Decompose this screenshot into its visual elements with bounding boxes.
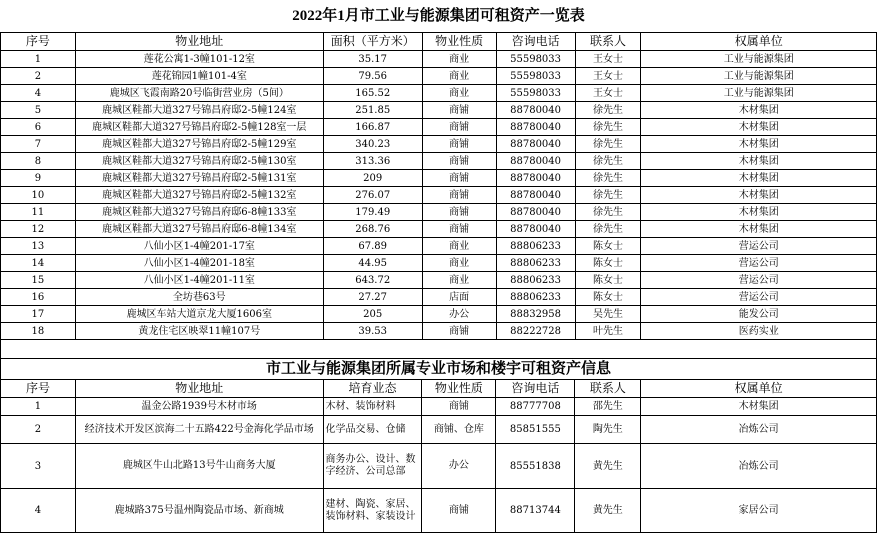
table-cell: 13 (1, 238, 76, 255)
table-cell: 88806233 (496, 238, 575, 255)
table-row (1, 153, 877, 170)
table-cell: 鹿城区牛山北路13号牛山商务大厦 (75, 444, 323, 489)
header-cell: 序号 (1, 33, 76, 51)
table-cell: 商业 (422, 255, 496, 272)
table-cell: 205 (323, 306, 422, 323)
table-cell: 88777708 (496, 398, 575, 416)
table-row (1, 51, 877, 68)
table-cell: 商业 (422, 51, 496, 68)
table-cell: 88222728 (496, 323, 575, 340)
table-cell: 店面 (422, 289, 496, 306)
table-cell: 徐先生 (575, 204, 641, 221)
table-cell: 88780040 (496, 153, 575, 170)
table-cell: 67.89 (323, 238, 422, 255)
table-header-row (1, 380, 877, 398)
table-cell: 166.87 (323, 119, 422, 136)
table-cell: 冶炼公司 (641, 416, 877, 444)
table-cell: 陶先生 (575, 416, 641, 444)
table-cell: 14 (1, 255, 76, 272)
table-cell: 办公 (422, 306, 496, 323)
table-cell: 工业与能源集团 (641, 51, 877, 68)
table-cell: 王女士 (575, 51, 641, 68)
table-cell: 黄先生 (575, 444, 641, 489)
table-cell: 165.52 (323, 85, 422, 102)
table-cell: 鹿城区鞋都大道327号锦昌府邸6-8幢134室 (75, 221, 323, 238)
table-cell: 鹿城区鞋都大道327号锦昌府邸2-5幢129室 (75, 136, 323, 153)
table-cell: 商铺、仓库 (422, 416, 496, 444)
table-cell: 能发公司 (641, 306, 877, 323)
table-cell: 4 (1, 85, 76, 102)
market-assets-body (1, 359, 877, 533)
header-cell: 面积（平方米） (323, 33, 422, 51)
table-cell: 建材、陶瓷、家居、装饰材料、家装设计 (323, 489, 422, 533)
table-cell: 叶先生 (575, 323, 641, 340)
table-cell: 5 (1, 102, 76, 119)
table-cell: 陈女士 (575, 289, 641, 306)
table-cell: 木材集团 (641, 170, 877, 187)
table-cell: 209 (323, 170, 422, 187)
table-cell: 木材集团 (641, 221, 877, 238)
table-cell: 55598033 (496, 68, 575, 85)
table-cell: 商铺 (422, 136, 496, 153)
market-assets-table (0, 358, 877, 533)
table-header-row (1, 33, 877, 51)
table-cell: 鹿城区鞋都大道327号锦昌府邸2-5幢128室一层 (75, 119, 323, 136)
table-cell: 吴先生 (575, 306, 641, 323)
table-cell: 冶炼公司 (641, 444, 877, 489)
table-cell: 鹿城区鞋都大道327号锦昌府邸2-5幢132室 (75, 187, 323, 204)
table-row (1, 289, 877, 306)
table-cell: 商铺 (422, 204, 496, 221)
table-cell: 陈女士 (575, 272, 641, 289)
table-cell: 鹿城区鞋都大道327号锦昌府邸2-5幢130室 (75, 153, 323, 170)
table-cell: 88780040 (496, 204, 575, 221)
table-cell: 88780040 (496, 170, 575, 187)
table-cell: 2 (1, 68, 76, 85)
table-cell: 鹿城路375号温州陶瓷品市场、新商城 (75, 489, 323, 533)
table-cell: 商业 (422, 68, 496, 85)
header-cell: 物业性质 (422, 380, 496, 398)
table-cell: 商业 (422, 238, 496, 255)
table-cell: 44.95 (323, 255, 422, 272)
table-cell: 八仙小区1-4幢201-11室 (75, 272, 323, 289)
header-cell: 权属单位 (641, 380, 877, 398)
table-cell: 85851555 (496, 416, 575, 444)
table-cell: 营运公司 (641, 272, 877, 289)
table-cell: 55598033 (496, 85, 575, 102)
table-cell: 木材集团 (641, 398, 877, 416)
table-cell: 徐先生 (575, 170, 641, 187)
header-cell: 物业性质 (422, 33, 496, 51)
table-cell: 黄龙住宅区映翠11幢107号 (75, 323, 323, 340)
table-cell: 88832958 (496, 306, 575, 323)
table-row (1, 102, 877, 119)
table-cell: 营运公司 (641, 289, 877, 306)
table-cell: 办公 (422, 444, 496, 489)
table-row (1, 323, 877, 340)
table-row (1, 238, 877, 255)
table-cell: 79.56 (323, 68, 422, 85)
table-cell: 1 (1, 398, 76, 416)
header-cell: 咨询电话 (496, 380, 575, 398)
table-cell: 2 (1, 416, 76, 444)
table-cell: 商铺 (422, 153, 496, 170)
table-cell: 179.49 (323, 204, 422, 221)
table-row (1, 85, 877, 102)
table-cell: 商铺 (422, 489, 496, 533)
table-row (1, 221, 877, 238)
table-cell: 营运公司 (641, 255, 877, 272)
header-cell: 序号 (1, 380, 76, 398)
table-cell: 88780040 (496, 221, 575, 238)
table-cell: 15 (1, 272, 76, 289)
table-cell: 商业 (422, 85, 496, 102)
table-cell: 鹿城区飞霞南路20号临街营业房（5间） (75, 85, 323, 102)
table-cell: 1 (1, 51, 76, 68)
table-cell: 徐先生 (575, 136, 641, 153)
table-cell: 313.36 (323, 153, 422, 170)
header-cell: 物业地址 (75, 380, 323, 398)
table-cell: 12 (1, 221, 76, 238)
table-cell: 6 (1, 119, 76, 136)
table-title: 2022年1月市工业与能源集团可租资产一览表 (1, 0, 877, 33)
table-cell: 木材集团 (641, 187, 877, 204)
table-cell: 商铺 (422, 170, 496, 187)
table-cell: 八仙小区1-4幢201-17室 (75, 238, 323, 255)
table-cell: 4 (1, 489, 76, 533)
table-cell: 木材、装饰材料 (323, 398, 422, 416)
table-cell: 莲花公寓1-3幢101-12室 (75, 51, 323, 68)
table-cell: 王女士 (575, 85, 641, 102)
table-cell: 徐先生 (575, 153, 641, 170)
table-row (1, 398, 877, 416)
table-cell: 88806233 (496, 255, 575, 272)
table-cell: 商铺 (422, 119, 496, 136)
table-cell: 88780040 (496, 187, 575, 204)
table-cell: 莲花锦园1幢101-4室 (75, 68, 323, 85)
table-cell: 徐先生 (575, 119, 641, 136)
table-cell: 木材集团 (641, 136, 877, 153)
table-cell: 11 (1, 204, 76, 221)
table-cell: 徐先生 (575, 221, 641, 238)
table-cell: 7 (1, 136, 76, 153)
table-row (1, 306, 877, 323)
table-cell: 88713744 (496, 489, 575, 533)
table-row (1, 170, 877, 187)
table-cell: 8 (1, 153, 76, 170)
table-cell: 88780040 (496, 119, 575, 136)
table-cell: 88806233 (496, 272, 575, 289)
table-cell: 39.53 (323, 323, 422, 340)
table-cell: 木材集团 (641, 102, 877, 119)
table-cell: 88780040 (496, 136, 575, 153)
table-cell: 268.76 (323, 221, 422, 238)
table-cell: 王女士 (575, 68, 641, 85)
table-row (1, 444, 877, 489)
table-cell: 鹿城区鞋都大道327号锦昌府邸6-8幢133室 (75, 204, 323, 221)
header-cell: 联系人 (575, 380, 641, 398)
table-cell: 黄先生 (575, 489, 641, 533)
table-cell: 温金公路1939号木材市场 (75, 398, 323, 416)
table-cell: 木材集团 (641, 119, 877, 136)
table-cell: 商务办公、设计、数字经济、公司总部 (323, 444, 422, 489)
table-cell: 陈女士 (575, 255, 641, 272)
table-cell: 商业 (422, 272, 496, 289)
table-cell: 10 (1, 187, 76, 204)
table-row (1, 416, 877, 444)
table-cell: 鹿城区鞋都大道327号锦昌府邸2-5幢131室 (75, 170, 323, 187)
table-cell: 徐先生 (575, 187, 641, 204)
table-row (1, 204, 877, 221)
table-cell: 化学品交易、仓储 (323, 416, 422, 444)
header-cell: 联系人 (575, 33, 641, 51)
header-cell: 物业地址 (75, 33, 323, 51)
table-cell: 工业与能源集团 (641, 85, 877, 102)
table-cell: 55598033 (496, 51, 575, 68)
table-cell: 9 (1, 170, 76, 187)
section-title: 市工业与能源集团所属专业市场和楼宇可租资产信息 (1, 359, 877, 380)
header-cell: 培育业态 (323, 380, 422, 398)
table-cell: 88806233 (496, 289, 575, 306)
table-cell: 商铺 (422, 187, 496, 204)
table-cell: 16 (1, 289, 76, 306)
table-cell: 251.85 (323, 102, 422, 119)
table-cell: 木材集团 (641, 204, 877, 221)
table-cell: 17 (1, 306, 76, 323)
table-row (1, 136, 877, 153)
rental-assets-body (1, 0, 877, 359)
table-cell: 鹿城区车站大道京龙大厦1606室 (75, 306, 323, 323)
table-cell: 鹿城区鞋都大道327号锦昌府邸2-5幢124室 (75, 102, 323, 119)
table-cell: 八仙小区1-4幢201-18室 (75, 255, 323, 272)
table-cell: 18 (1, 323, 76, 340)
table-row (1, 119, 877, 136)
table-cell: 340.23 (323, 136, 422, 153)
table-cell: 工业与能源集团 (641, 68, 877, 85)
table-cell: 35.17 (323, 51, 422, 68)
table-cell: 88780040 (496, 102, 575, 119)
table-cell: 经济技术开发区滨海二十五路422号金海化学品市场 (75, 416, 323, 444)
table-cell: 邵先生 (575, 398, 641, 416)
table-cell: 3 (1, 444, 76, 489)
table-cell: 全坊巷63号 (75, 289, 323, 306)
table-cell: 木材集团 (641, 153, 877, 170)
table-cell: 商铺 (422, 221, 496, 238)
spacer-cell (1, 340, 877, 359)
table-cell: 医药实业 (641, 323, 877, 340)
table-cell: 家居公司 (641, 489, 877, 533)
table-row (1, 272, 877, 289)
header-cell: 咨询电话 (496, 33, 575, 51)
table-cell: 85551838 (496, 444, 575, 489)
table-cell: 陈女士 (575, 238, 641, 255)
spacer-row (1, 340, 877, 359)
table-row (1, 187, 877, 204)
table-row (1, 68, 877, 85)
header-cell: 权属单位 (641, 33, 877, 51)
table-cell: 商铺 (422, 323, 496, 340)
table-cell: 643.72 (323, 272, 422, 289)
table-cell: 27.27 (323, 289, 422, 306)
table-row (1, 255, 877, 272)
table-cell: 商铺 (422, 102, 496, 119)
table-cell: 商铺 (422, 398, 496, 416)
table-cell: 徐先生 (575, 102, 641, 119)
table-cell: 276.07 (323, 187, 422, 204)
table-row (1, 489, 877, 533)
table-cell: 营运公司 (641, 238, 877, 255)
